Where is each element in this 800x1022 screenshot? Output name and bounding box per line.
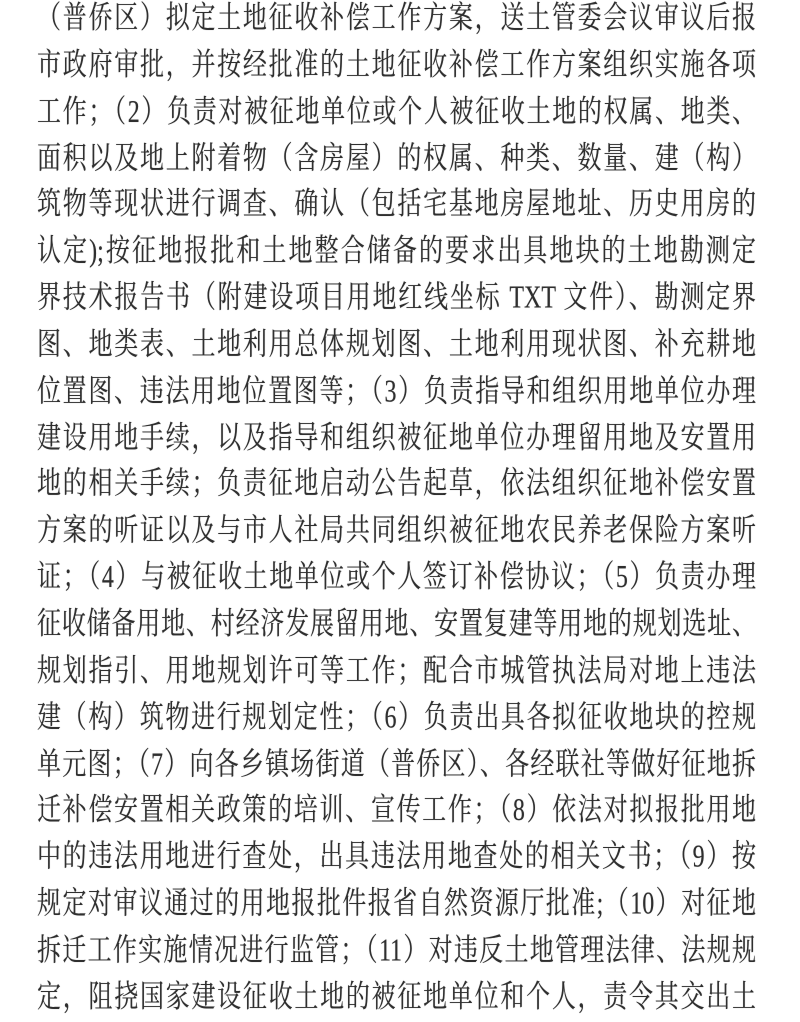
- text-line: 方案的听证以及与市人社局共同组织被征地农民养老保险方案听: [37, 514, 756, 549]
- text-line: 地的相关手续；负责征地启动公告起草，依法组织征地补偿安置: [37, 468, 756, 502]
- text-line: 建（构）筑物进行规划定性；（6）负责出具各拟征收地块的控规: [37, 701, 756, 735]
- document-text-block: [37, 0, 756, 1022]
- text-line: 征收储备用地、村经济发展留用地、安置复建等用地的规划选址、: [37, 607, 756, 642]
- text-line: 定，阻挠国家建设征收土地的被征地单位和个人，责令其交出土: [37, 980, 756, 1015]
- text-line: 工作；（2）负责对被征地单位或个人被征收土地的权属、地类、: [37, 95, 756, 130]
- text-line: （普侨区）拟定土地征收补偿工作方案，送土管委会议审议后报: [37, 2, 756, 36]
- text-line: 建设用地手续，以及指导和组织被征地单位办理留用地及安置用: [37, 421, 756, 456]
- text-line: 规划指引、用地规划许可等工作；配合市城管执法局对地上违法: [37, 654, 756, 689]
- text-line: 市政府审批，并按经批准的土地征收补偿工作方案组织实施各项: [37, 48, 756, 83]
- text-line: 界技术报告书（附建设项目用地红线坐标 TXT 文件）、勘测定界: [37, 281, 756, 316]
- document-page: [37, 0, 756, 1015]
- text-line: 单元图；（7）向各乡镇场街道（普侨区）、各经联社等做好征地拆: [37, 747, 756, 782]
- text-line: 筑物等现状进行调查、确认（包括宅基地房屋地址、历史用房的: [37, 188, 756, 223]
- text-line: 面积以及地上附着物（含房屋）的权属、种类、数量、建（构）: [37, 141, 756, 176]
- text-line: 图、地类表、土地利用总体规划图、土地利用现状图、补充耕地: [37, 328, 756, 363]
- text-line: 证；（4）与被征收土地单位或个人签订补偿协议；（5）负责办理: [37, 561, 756, 596]
- text-line: 规定对审议通过的用地报批件报省自然资源厅批准;（10）对征地: [37, 887, 756, 922]
- text-line: 位置图、违法用地位置图等；（3）负责指导和组织用地单位办理: [37, 374, 756, 409]
- text-line: 迁补偿安置相关政策的培训、宣传工作；（8）依法对拟报批用地: [37, 794, 756, 829]
- text-line: 拆迁工作实施情况进行监管；（11）对违反土地管理法律、法规规: [37, 934, 756, 968]
- text-line: 中的违法用地进行查处，出具违法用地查处的相关文书；（9）按: [37, 840, 756, 875]
- text-line: 认定);按征地报批和土地整合储备的要求出具地块的土地勘测定: [37, 235, 756, 269]
- document-lines: [37, 0, 756, 1022]
